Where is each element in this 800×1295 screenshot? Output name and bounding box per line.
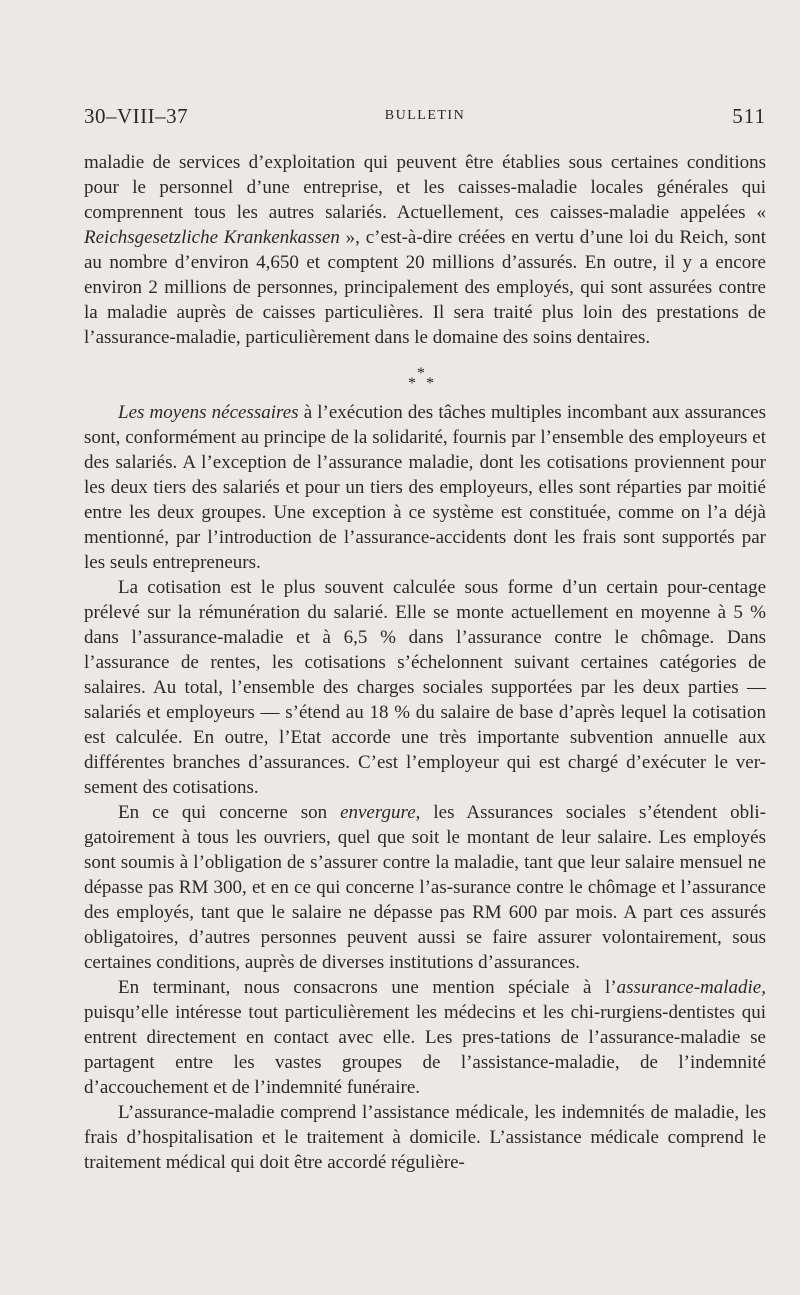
paragraph-3 (84, 575, 766, 800)
text-segment: puisqu’elle intéresse tout particulièrement les médecins et les chi-rurgiens-dentistes qui entrent directement en contact avec elle. Les pres-tations de l’assurance-maladie se partagent entre les vastes groupes de l’assistance-maladie, de l’indemnité d’accouchement et de l’indemnité funéraire. (84, 1002, 766, 1098)
text-segment-italic: assurance-maladie, (616, 977, 766, 998)
asterism-star: * (417, 365, 425, 382)
text-segment: », c’est-à-dire créées en vertu d’une loi du Reich, sont au nombre d’environ 4,650 et comptent 20 millions d’assurés. En outre, il y a encore environ 2 millions de personnes, principalement des employés, qui sont assurées contre la maladie auprès de caisses particulières. Il sera traité plus loin des prestations de l’assurance-maladie, particulièrement dans le domaine des soins dentaires. (84, 227, 767, 348)
text-segment: les Assurances sociales s’étendent obli-gatoirement à tous les ouvriers, quel que soit le montant de leur salaire. Les employés sont soumis à l’obligation de s’assurer contre la maladie, tant que leur salaire mensuel ne dépasse pas RM 300, et en ce qui concerne l’as-surance contre le chômage et l’assurance des employés, tant que le salaire ne dépasse pas RM 600 par mois. A part ces assurés obligatoires, d’autres personnes peuvent aussi se faire assurer volontairement, sous certaines conditions, auprès de diverses institutions d’assurances. (84, 802, 766, 973)
header-date: 30–VIII–37 (84, 104, 189, 128)
running-header (84, 104, 766, 134)
text-segment-italic: Les moyens nécessaires (118, 402, 299, 423)
body-text (84, 150, 766, 1175)
text-segment-italic: Reichsgesetzliche Krankenkassen (84, 227, 340, 248)
text-segment: La cotisation est le plus souvent calculée sous forme d’un certain pour-centage prélevé sur la rémunération du salarié. Elle se monte actuellement en moyenne à 5 % dans l’assurance-maladie et à 6,5 % dans l’assurance contre le chômage. Dans l’assurance de rentes, les cotisations s’échelonnent suivant certaines catégories de salaires. Au total, l’ensemble des charges sociales supportées par les deux parties — salariés et employeurs — s’étend au 18 % du salaire de base d’après lequel la cotisation est calculée. En outre, l’Etat accorde une très importante subvention annuelle aux différentes branches d’assurances. C’est l’employeur qui est chargé d’exécuter le ver-sement des cotisations. (84, 577, 766, 798)
text-segment-italic: envergure, (340, 802, 421, 823)
asterism-star: * (426, 375, 434, 392)
asterism-separator (84, 350, 766, 400)
text-segment: maladie de services d’exploitation qui peuvent être établies sous certaines conditions pour le personnel d’une entreprise, et les caisses-maladie locales générales qui comprennent tous les autres salariés. Actuellement, ces caisses-maladie appelées « (84, 152, 766, 223)
header-title: BULLETIN (384, 108, 466, 123)
paragraph-2 (84, 400, 766, 575)
text-segment: En ce qui concerne son (118, 802, 341, 823)
paragraph-1 (84, 150, 766, 350)
page-number: 511 (732, 104, 766, 128)
asterism-star: * (408, 375, 416, 392)
paragraph-4 (84, 800, 766, 975)
paragraph-5 (84, 975, 766, 1100)
text-segment: L’assurance-maladie comprend l’assistance médicale, les indemnités de maladie, les frais d’hospitalisation et le traitement à domicile. L’assistance médicale comprend le traitement médical qui doit être accordé régulière- (84, 1102, 766, 1173)
text-segment: à l’exécution des tâches multiples incombant aux assurances sont, conformément au principe de la solidarité, fournis par l’ensemble des employeurs et des salariés. A l’exception de l’assurance maladie, dont les cotisations proviennent pour les deux tiers des salariés et pour un tiers des employeurs, elles sont réparties par moitié entre les deux groupes. Une exception à ce système est constituée, comme on l’a déjà mentionné, par l’introduction de l’assurance-accidents dont les frais sont supportés par les seuls entrepreneurs. (84, 402, 766, 573)
paragraph-6 (84, 1100, 766, 1175)
text-segment: En terminant, nous consacrons une mention spéciale à l’ (118, 977, 617, 998)
